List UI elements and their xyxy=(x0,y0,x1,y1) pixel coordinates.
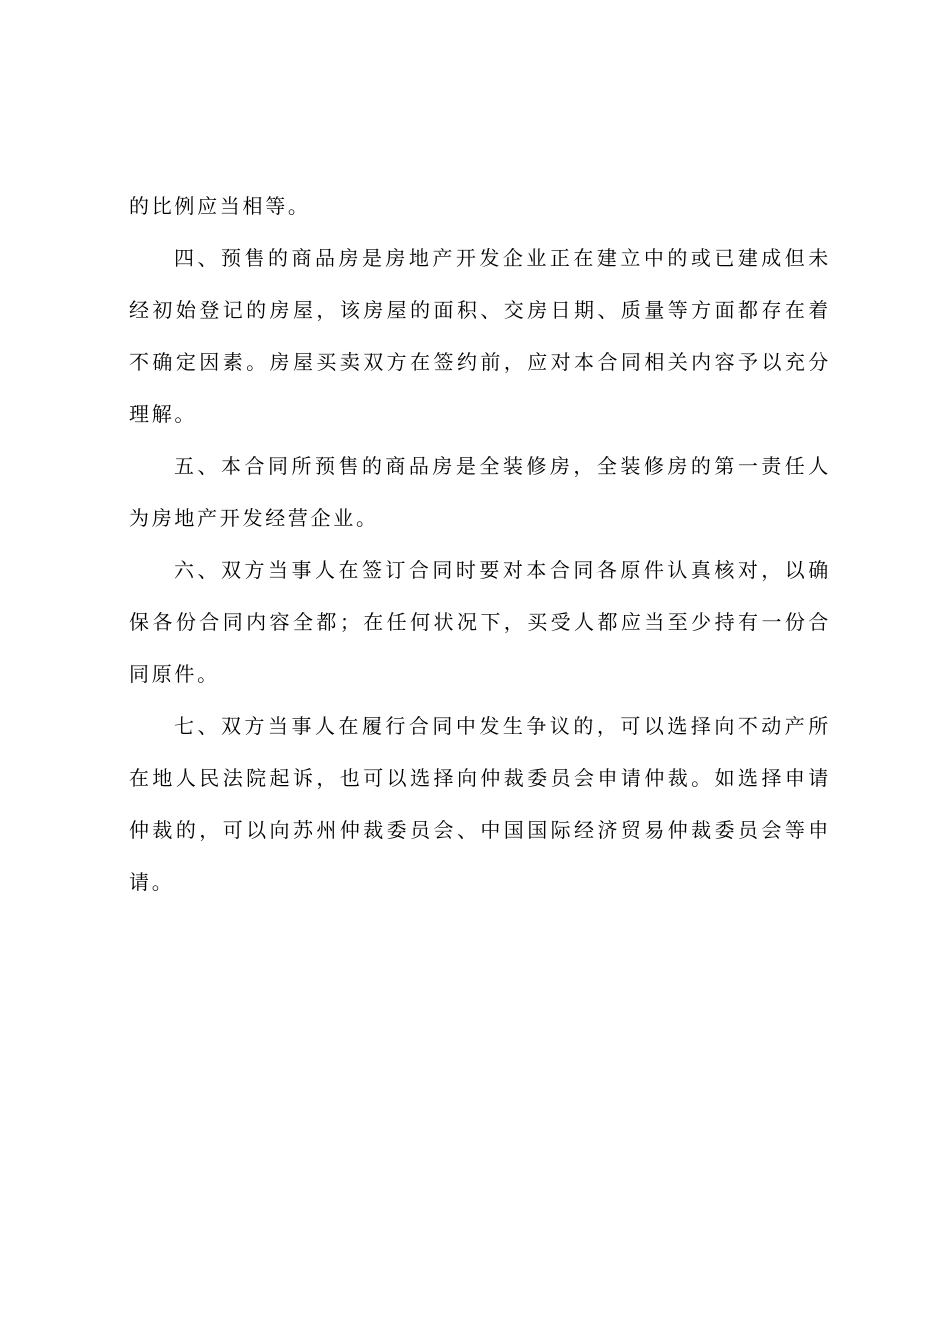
paragraph-continuation: 的比例应当相等。 xyxy=(129,194,311,218)
paragraph-clause-6: 六、双方当事人在签订合同时要对本合同各原件认真核对，以确保各份合同内容全都；在任何状况下，买受人都应当至少持有一份合同原件。 xyxy=(129,558,831,686)
document-body xyxy=(129,180,831,908)
paragraph-clause-4: 四、预售的商品房是房地产开发企业正在建立中的或已建成但未经初始登记的房屋，该房屋的面积、交房日期、质量等方面都存在着不确定因素。房屋买卖双方在签约前，应对本合同相关内容予以充分理解。 xyxy=(129,246,831,426)
paragraph-clause-7: 七、双方当事人在履行合同中发生争议的，可以选择向不动产所在地人民法院起诉，也可以选择向仲裁委员会申请仲裁。如选择申请仲裁的，可以向苏州仲裁委员会、中国国际经济贸易仲裁委员会等申请。 xyxy=(129,714,831,894)
paragraph-clause-5: 五、本合同所预售的商品房是全装修房，全装修房的第一责任人为房地产开发经营企业。 xyxy=(129,454,831,530)
